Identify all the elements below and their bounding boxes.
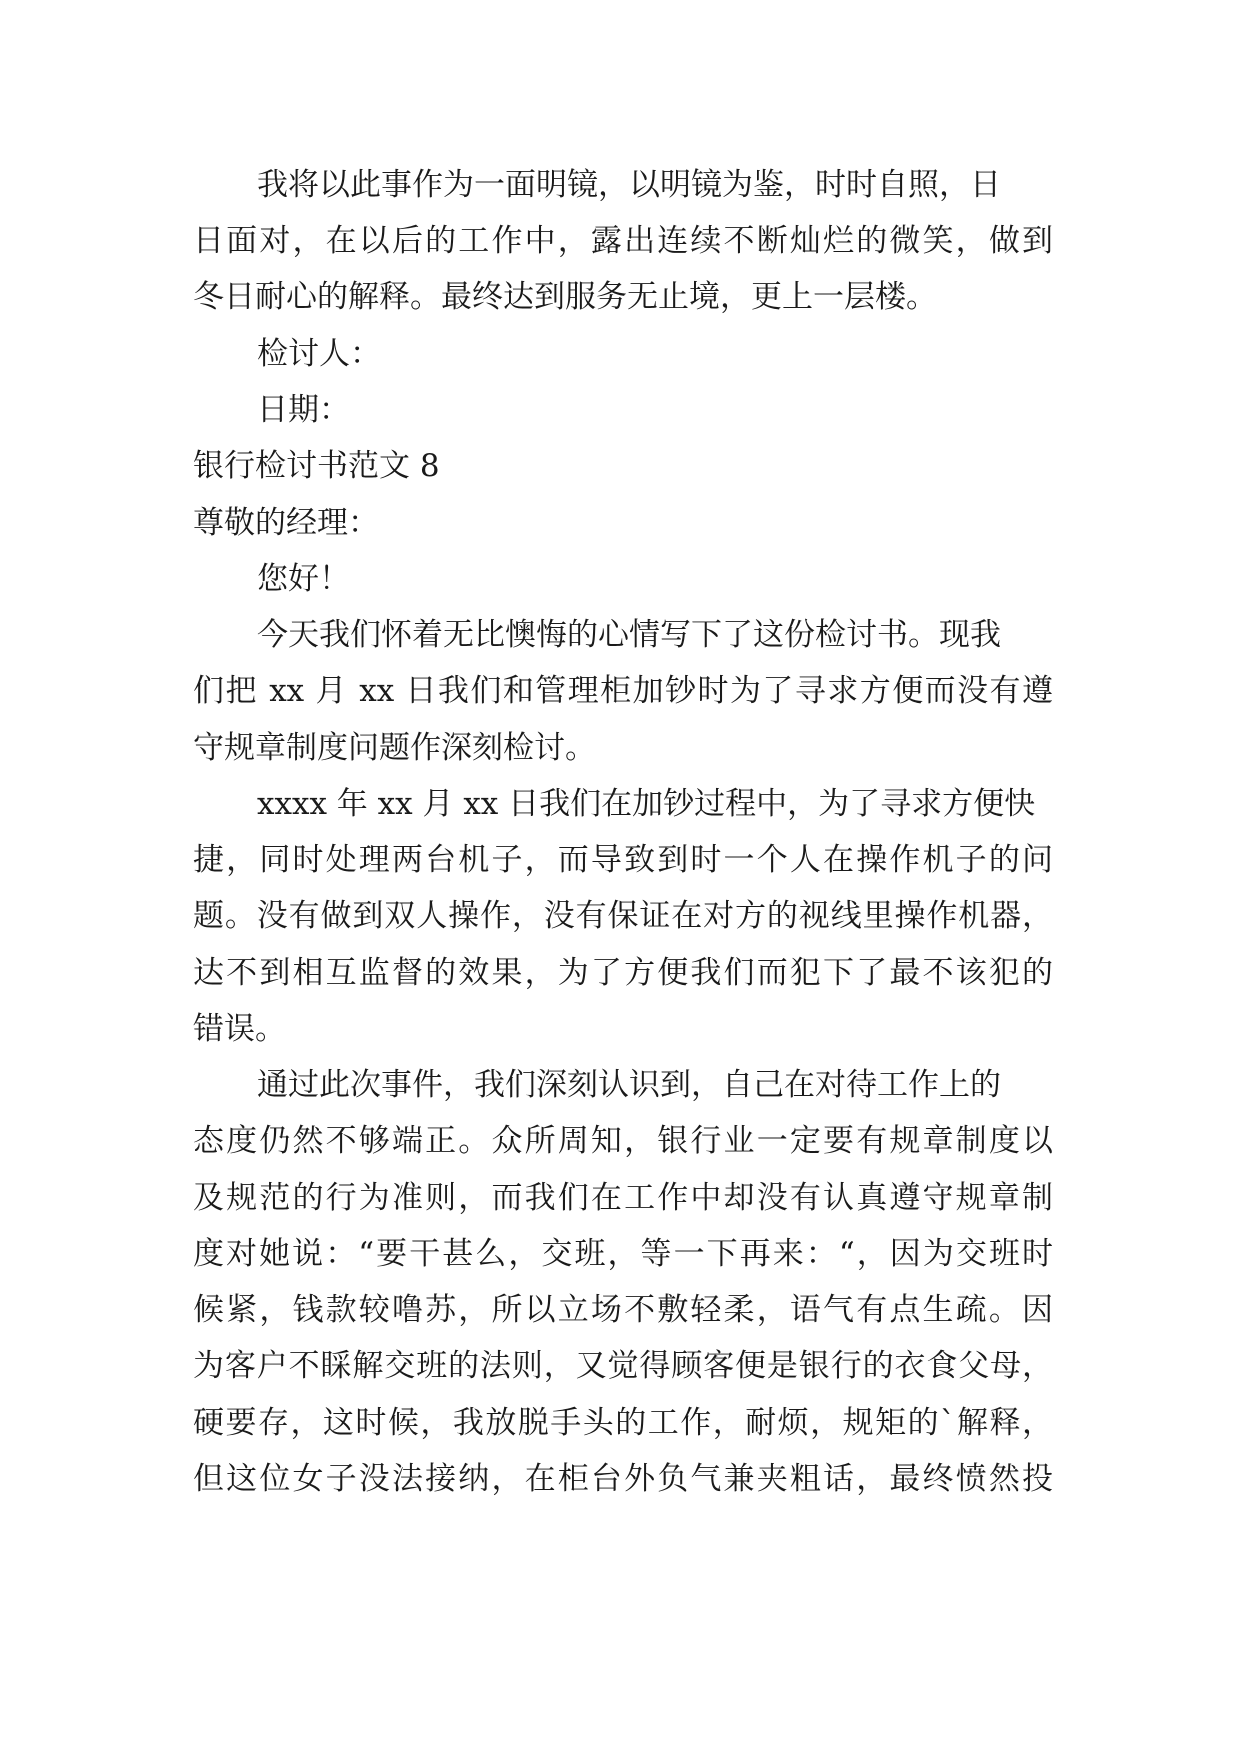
section-heading: 银行检讨书范文 8 — [193, 448, 440, 484]
paragraph-line: 们把 xx 月 xx 日我们和管理柜加钞时为了寻求方便而没有遵 — [193, 673, 1053, 709]
paragraph-line: 冬日耐心的解释。最终达到服务无止境，更上一层楼。 — [193, 279, 937, 315]
greeting: 您好！ — [257, 561, 350, 597]
paragraph-line: 通过此次事件，我们深刻认识到，自己在对待工作上的 — [257, 1067, 1001, 1103]
paragraph-line: 态度仍然不够端正。众所周知，银行业一定要有规章制度以 — [193, 1123, 1053, 1159]
paragraph-line: xxxx 年 xx 月 xx 日我们在加钞过程中，为了寻求方便快 — [257, 786, 1036, 822]
paragraph-line: 守规章制度问题作深刻检讨。 — [193, 730, 596, 766]
paragraph-line: 但这位女子没法接纳，在柜台外负气兼夹粗话，最终愤然投 — [193, 1461, 1053, 1497]
paragraph-line: 候紧，钱款较噜苏，所以立场不敷轻柔，语气有点生疏。因 — [193, 1292, 1053, 1328]
paragraph-line: 硬要存，这时候，我放脱手头的工作，耐烦，规矩的`解释， — [193, 1405, 1053, 1441]
paragraph-line: 捷，同时处理两台机子，而导致到时一个人在操作机子的问 — [193, 842, 1053, 878]
paragraph-line: 为客户不睬解交班的法则，又觉得顾客便是银行的衣食父母， — [193, 1348, 1053, 1384]
signature-label: 检讨人： — [257, 336, 381, 372]
paragraph-line: 题。没有做到双人操作，没有保证在对方的视线里操作机器， — [193, 898, 1053, 934]
date-label: 日期： — [257, 392, 350, 428]
paragraph-line: 我将以此事作为一面明镜，以明镜为鉴，时时自照，日 — [257, 167, 1001, 203]
paragraph-line: 度对她说：“要干甚么，交班，等一下再来：“，因为交班时 — [193, 1236, 1053, 1272]
paragraph-line: 今天我们怀着无比懊悔的心情写下了这份检讨书。现我 — [257, 617, 1001, 653]
salutation: 尊敬的经理： — [193, 505, 379, 541]
paragraph-line: 及规范的行为准则，而我们在工作中却没有认真遵守规章制 — [193, 1180, 1053, 1216]
paragraph-line: 达不到相互监督的效果，为了方便我们而犯下了最不该犯的 — [193, 955, 1053, 991]
paragraph-line: 错误。 — [193, 1011, 286, 1047]
paragraph-line: 日面对，在以后的工作中，露出连续不断灿烂的微笑，做到 — [193, 223, 1053, 259]
